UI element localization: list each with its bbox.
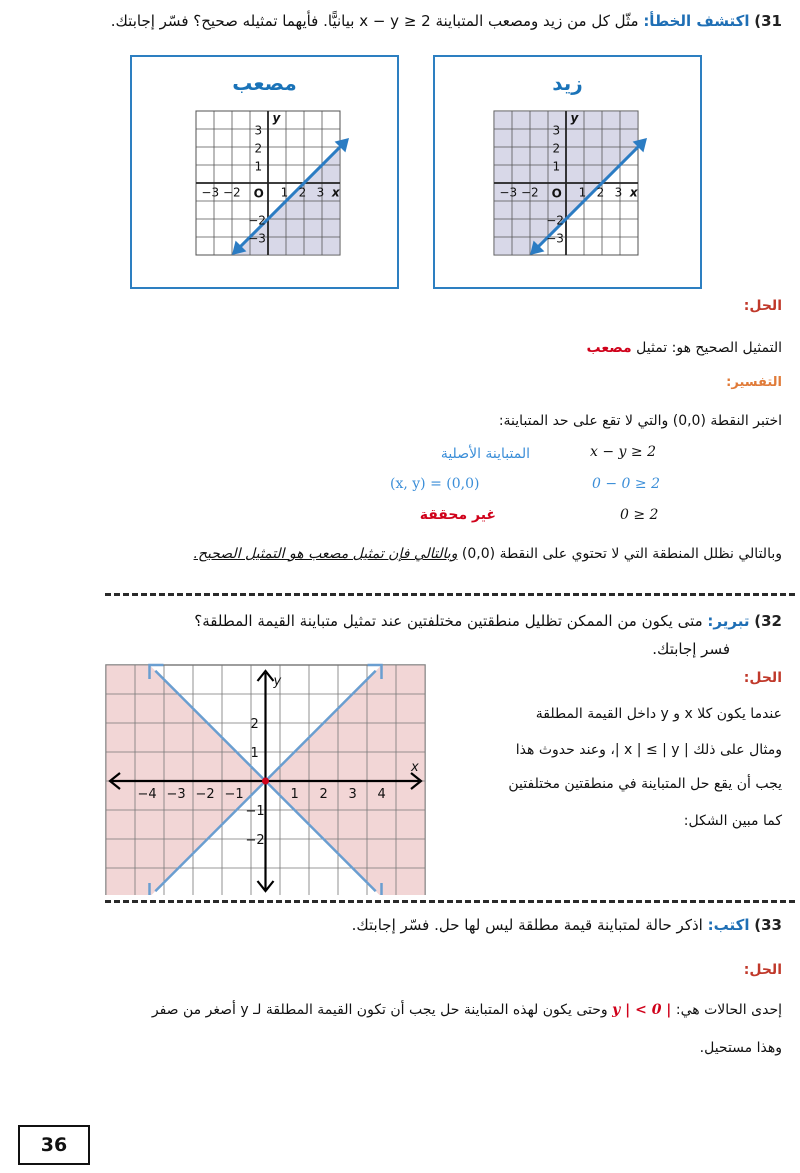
tick-label: 3: [316, 185, 325, 200]
divider-2: [105, 900, 795, 903]
tick-label: −4: [137, 787, 157, 802]
q31-row3-math: 0 ≥ 2: [620, 507, 659, 523]
q31-solution-answer: مصعب: [586, 340, 632, 356]
tick-label: 2: [298, 185, 307, 200]
tick-label: −1: [245, 804, 265, 819]
q32-line-4: كما مبين الشكل:: [683, 813, 782, 829]
graph-musab: [192, 107, 352, 275]
tick-label: −2: [223, 185, 241, 200]
y-axis-label: y: [272, 110, 281, 125]
q32-label: تبرير:: [707, 612, 750, 630]
q31-test-point: اختبر النقطة (0,0) والتي لا تقع على حد المتباينة:: [498, 413, 782, 429]
q32-text2: فسر إجابتك.: [652, 640, 730, 658]
panel-zaid: [433, 55, 702, 289]
q31-solution-prefix: التمثيل الصحيح هو: تمثيل: [631, 340, 782, 356]
q33-solution-label: الحل:: [743, 962, 782, 978]
q33-label: اكتب:: [707, 916, 750, 934]
tick-label: 1: [280, 185, 289, 200]
q31-label: اكتشف الخطأ:: [643, 12, 750, 30]
graph-abs-value: [102, 663, 437, 895]
tick-label: −3: [546, 231, 564, 246]
q31-explanation-label: التفسير:: [726, 375, 782, 390]
tick-label: 3: [552, 123, 561, 138]
graph-zaid: [490, 107, 650, 275]
tick-label: 2: [596, 185, 605, 200]
q31-row2-note: (x, y) = (0,0): [390, 476, 480, 492]
q31-row1-math: x − y ≥ 2: [590, 444, 656, 460]
tick-label: 3: [254, 123, 263, 138]
q31-conclusion: [194, 546, 782, 562]
origin-point: [262, 778, 269, 785]
q33-line-1: [152, 1002, 782, 1018]
q32-line-1: عندما يكون كلا x و y داخل القيمة المطلقة: [535, 706, 782, 722]
tick-label: 2: [254, 141, 263, 156]
tick-label: −3: [166, 787, 186, 802]
tick-label: −2: [521, 185, 539, 200]
tick-label: 1: [254, 159, 263, 174]
q33-prompt: [352, 916, 782, 934]
q33-line1-math: | y | < 0: [612, 1002, 672, 1018]
origin-label: O: [253, 186, 264, 201]
x-axis-label: x: [331, 185, 340, 200]
tick-label: −3: [499, 185, 518, 200]
y-axis-label: y: [273, 674, 282, 689]
q33-number: 33): [754, 916, 782, 934]
q31-prompt: [12, 12, 782, 30]
tick-label: −2: [546, 213, 564, 228]
q31-solution-label: الحل:: [743, 298, 782, 314]
tick-label: 1: [552, 159, 561, 174]
q31-row3-note: غير محققة: [419, 507, 496, 523]
tick-label: 3: [348, 787, 357, 802]
y-axis-label: y: [570, 110, 579, 125]
divider-1: [105, 593, 795, 596]
panel-zaid-title: زيد: [552, 71, 583, 95]
q31-row2-math: 0 − 0 ≥ 2: [592, 476, 660, 492]
q32-solution-label: الحل:: [743, 670, 782, 686]
tick-label: −3: [248, 231, 266, 246]
panel-musab: [130, 55, 399, 289]
q31-row1-note: المتباينة الأصلية: [440, 446, 530, 462]
q33-line1-suffix: وحتى يكون لهذه المتباينة حل يجب أن تكون القيمة المطلقة لـ y أصغر من صفر: [151, 1002, 613, 1018]
q32-text: متى يكون من الممكن تظليل منطقتين مختلفتين عند تمثيل متباينة القيمة المطلقة؟: [194, 612, 703, 630]
q33-text: اذكر حالة لمتباينة قيمة مطلقة ليس لها حل. فسّر إجابتك.: [351, 916, 703, 934]
tick-label: −1: [224, 787, 244, 802]
tick-label: −2: [195, 787, 215, 802]
q31-conclusion-a: وبالتالي نظلل المنطقة التي لا تحتوي على النقطة (0,0): [457, 546, 782, 562]
q31-solution-text: [587, 340, 782, 356]
q32-line-3: يجب أن يقع حل المتباينة في منطقتين مختلفتين: [508, 776, 782, 792]
tick-label: 3: [614, 185, 623, 200]
panel-musab-title: مصعب: [232, 71, 297, 95]
tick-label: −2: [245, 833, 265, 848]
q33-line-2: وهذا مستحيل.: [699, 1040, 782, 1056]
x-axis-label: x: [629, 185, 638, 200]
tick-label: −2: [248, 213, 266, 228]
tick-label: 2: [552, 141, 561, 156]
q33-line1-prefix: إحدى الحالات هي:: [671, 1002, 782, 1018]
tick-label: 2: [250, 717, 259, 732]
origin-label: O: [551, 186, 562, 201]
q32-prompt: [194, 612, 782, 630]
q32-number: 32): [754, 612, 782, 630]
tick-label: 1: [578, 185, 587, 200]
q31-text: مثّل كل من زيد ومصعب المتباينة x − y ≥ 2 بيانيًّا. فأيهما تمثيله صحيح؟ فسّر إجابتك.: [110, 12, 639, 30]
x-axis-label: x: [411, 760, 419, 775]
tick-label: −3: [201, 185, 220, 200]
tick-label: 4: [377, 787, 386, 802]
q31-conclusion-b: وبالتالي فإن تمثيل مصعب هو التمثيل الصحيح.: [193, 546, 458, 562]
q32-line-2: ومثال على ذلك | x | ≤ | y |، وعند حدوث هذا: [515, 742, 782, 758]
page-number: 36: [18, 1125, 90, 1165]
tick-label: 1: [250, 746, 259, 761]
tick-label: 1: [290, 787, 299, 802]
q31-number: 31): [754, 12, 782, 30]
tick-label: 2: [319, 787, 328, 802]
